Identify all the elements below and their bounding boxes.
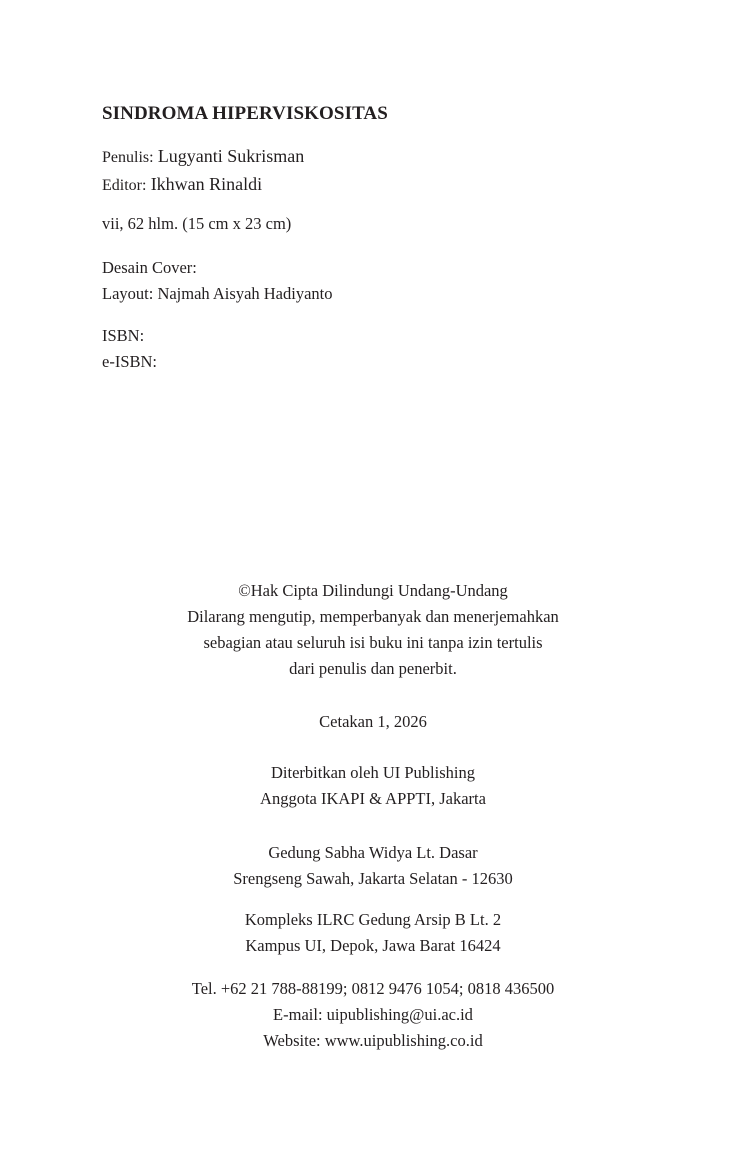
- layout-line: Layout: Najmah Aisyah Hadiyanto: [102, 284, 333, 303]
- editor-name: Ikhwan Rinaldi: [150, 174, 263, 194]
- book-title: SINDROMA HIPERVISKOSITAS: [102, 103, 388, 124]
- publisher-block: [0, 760, 751, 812]
- address2-line-1: Kompleks ILRC Gedung Arsip B Lt. 2: [244, 910, 502, 929]
- cover-design-line: Desain Cover:: [102, 258, 197, 277]
- email-line: E-mail: uipublishing@ui.ac.id: [273, 1005, 473, 1024]
- address-block-1: [0, 840, 751, 892]
- credits-block: [102, 143, 304, 199]
- telephone-line: Tel. +62 21 788-88199; 0812 9476 1054; 0818 436500: [191, 979, 555, 998]
- author-label: Penulis:: [102, 149, 154, 166]
- isbn-block: [102, 323, 157, 375]
- author-name: Lugyanti Sukrisman: [157, 146, 305, 166]
- address1-line-2: Srengseng Sawah, Jakarta Selatan - 12630: [233, 869, 513, 888]
- address-block-2: [0, 907, 751, 959]
- pages-info: vii, 62 hlm. (15 cm x 23 cm): [102, 214, 292, 233]
- publisher-line-1: Diterbitkan oleh UI Publishing: [271, 763, 475, 782]
- design-block: [102, 255, 333, 307]
- copyright-line-3: sebagian atau seluruh isi buku ini tanpa izin tertulis: [203, 633, 543, 652]
- copyright-line-1: ©Hak Cipta Dilindungi Undang-Undang: [238, 581, 508, 600]
- editor-line: [102, 171, 304, 199]
- website-line: Website: www.uipublishing.co.id: [263, 1031, 483, 1050]
- copyright-line-4: dari penulis dan penerbit.: [289, 659, 457, 678]
- editor-label: Editor:: [102, 177, 147, 194]
- address2-line-2: Kampus UI, Depok, Jawa Barat 16424: [245, 936, 501, 955]
- isbn-line: ISBN:: [102, 326, 145, 345]
- address1-line-1: Gedung Sabha Widya Lt. Dasar: [268, 843, 478, 862]
- publisher-line-2: Anggota IKAPI & APPTI, Jakarta: [260, 789, 486, 808]
- eisbn-line: e-ISBN:: [102, 352, 157, 371]
- contact-block: [0, 976, 751, 1054]
- copyright-line-2: Dilarang mengutip, memperbanyak dan menerjemahkan: [187, 607, 559, 626]
- author-line: [102, 143, 304, 171]
- edition-line: Cetakan 1, 2026: [319, 712, 427, 731]
- copyright-notice: [0, 578, 751, 682]
